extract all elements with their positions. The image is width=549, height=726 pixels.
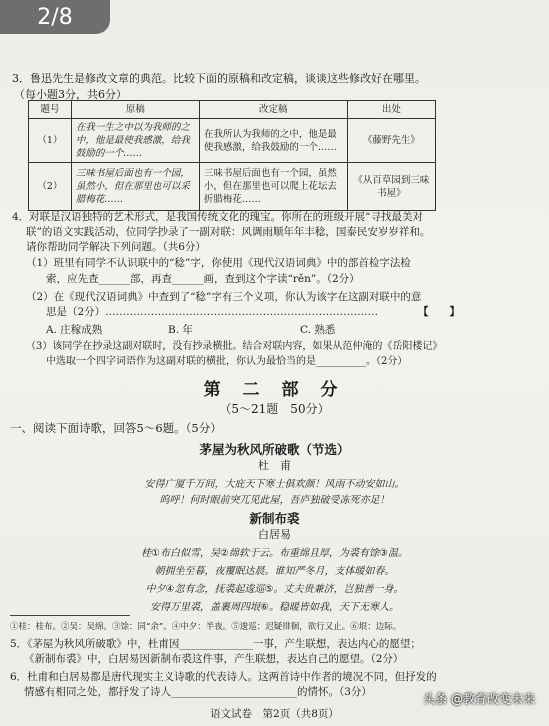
- q5-line2: 《新制布裘》中，白居易因新制布裘这件事，产生联想，表达自己的愿望。（2分）: [24, 653, 404, 665]
- q4-line1: 4．对联是汉语独特的艺术形式，是我国传统文化的瑰宝。你所在的班级开展“寻找最美对: [12, 211, 424, 223]
- table-header-row: [29, 101, 436, 119]
- watermark: 头条 @教育改变未来: [423, 692, 535, 706]
- q6-line1: 6．杜甫和白居易都是唐代现实主义诗歌的代表诗人。这两首诗中作者的境况不同，但抒发的: [10, 671, 437, 683]
- poem1-line: 安得广厦千万间，大庇天下寒士俱欢颜！风雨不动安如山。: [144, 479, 405, 490]
- revision-table: [28, 100, 436, 211]
- q4-part3-b: 中选取一个四字词语作为这副对联的横批，你认为最恰当的是__________。（2分）: [46, 356, 408, 367]
- part2-instruction: 一、阅读下面诗歌，回答5～6题。（5分）: [10, 421, 222, 435]
- poem2-line: 中夕④忽有念，抚裘起逡巡⑤。丈夫贵兼济，岂独善一身。: [145, 584, 404, 595]
- q3-line1: 3．鲁迅先生是修改文章的典范。比较下面的原稿和改定稿，谈谈这些修改好在哪里。: [12, 72, 426, 85]
- page-indicator: 2/8: [0, 0, 110, 34]
- q4-part3-a: （3）该同学在抄录这副对联时，没有抄录横批。结合对联内容，如果从范仲淹的《岳阳楼记》: [26, 341, 443, 352]
- option-a: A. 庄稼成熟: [46, 324, 103, 336]
- q4-part1-a: （1）班里有同学不认识联中的“稔”字，你使用《现代汉语词典》中的部首检字法检: [26, 257, 411, 269]
- option-c: C. 熟悉: [300, 324, 336, 336]
- poem2-title: 新制布裘: [249, 511, 300, 526]
- table-row: [29, 119, 436, 163]
- row-orig: 三味书屋后面也有一个园，虽然小，但在那里也可以采腊梅花……: [71, 163, 199, 211]
- header-revised: 改定稿: [199, 101, 347, 119]
- option-b: B. 年: [168, 324, 193, 336]
- row-revised: 在我所认为我师的之中，他是最使我感激，给我鼓励的一个……: [199, 119, 347, 163]
- part2-title: 第 二 部 分: [203, 380, 346, 400]
- part2-subtitle: （5～21题 50分）: [219, 402, 330, 416]
- q4-line2: 联”的语文实践活动，位同学抄录了一副对联：风调雨顺年年丰稔，国泰民安岁岁祥和。: [26, 226, 431, 238]
- table-row: [29, 163, 436, 211]
- poem1-title: 茅屋为秋风所破歌（节选）: [199, 442, 350, 457]
- poem1-author: 杜 甫: [258, 459, 291, 472]
- row-num: （1）: [29, 119, 72, 163]
- q4-part1-b: 索，应先查______部，再查______画，查到这个字读“rěn”。（2分）: [46, 273, 360, 285]
- footnote: ①桂：桂布。②吴：吴绵。③馀：同“余”。④中夕：半夜。⑤逡巡：迟疑徘徊，欲行又止。⑥垠：边际。: [10, 622, 402, 632]
- header-source: 出处: [347, 101, 435, 119]
- footnote-rule: [10, 615, 130, 616]
- answer-bracket: 【 】: [418, 306, 460, 318]
- poem2-line: 桂①布白似雪，吴②绵软于云。布重绵且厚，为裘有馀③温。: [141, 548, 408, 559]
- q3-prompt: [12, 70, 426, 102]
- poem2-line: 朝拥坐至暮，夜覆眠达晨。谁知严冬月，支体暖如春。: [154, 566, 395, 577]
- row-source: 《从百草园到三味书屋》: [347, 163, 435, 211]
- q4-part2-b: 思是（2分）……………………………………………………………………: [46, 306, 379, 318]
- row-revised: 三味书屋后面也有一个园，虽然小，但在那里也可以爬上花坛去折腊梅花……: [199, 163, 347, 211]
- header-num: 题号: [29, 101, 72, 119]
- row-num: （2）: [29, 163, 72, 211]
- q5-line1: 5．《茅屋为秋风所破歌》中，杜甫因______________一事，产生联想，表达内心的愿望；: [10, 638, 421, 650]
- poem2-author: 白居易: [258, 528, 291, 541]
- q3-line2: （每小题3分，共6分）: [14, 88, 127, 101]
- page-footer: 语文试卷 第2页（共8页）: [210, 708, 339, 720]
- header-orig: 原稿: [71, 101, 199, 119]
- poem1-line: 呜呼！何时眼前突兀见此屋，吾庐独破受冻死亦足！: [159, 495, 390, 506]
- row-source: 《藤野先生》: [347, 119, 435, 163]
- poem2-line: 安得万里裘，盖裹周四垠⑥。稳暖皆如我，天下无寒人。: [150, 602, 399, 613]
- q6-line2: 情感有相同之处，都抒发了诗人________________________的情怀。（3分）: [24, 686, 372, 698]
- q4-line3: 请你帮助同学解决下列问题。（共6分）: [26, 241, 206, 253]
- row-orig: 在我一生之中以为我师的之中，他是最使我感激，给我鼓励的一个……: [71, 119, 199, 163]
- q4-part2-a: （2）在《现代汉语词典》中查到了“稔”字有三个义项，你认为该字在这副对联中的意: [26, 291, 422, 303]
